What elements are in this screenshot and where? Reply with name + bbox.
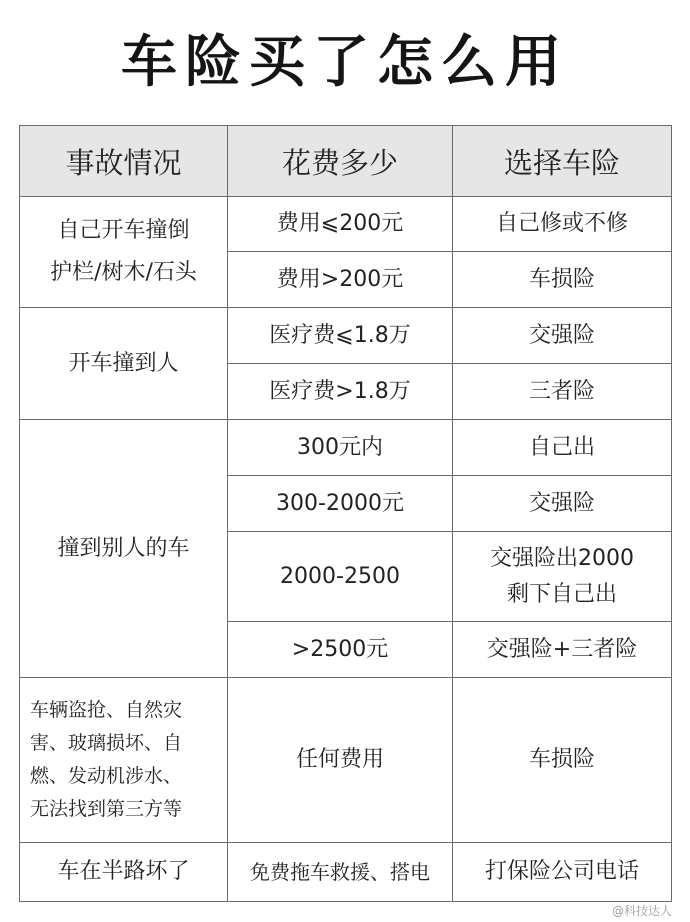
situation-cell: 撞到别人的车 <box>20 420 228 678</box>
cost-cell: 2000-2500 <box>228 532 453 622</box>
cost-cell: 医疗费>1.8万 <box>228 364 453 420</box>
table-row <box>20 197 672 252</box>
table-row <box>20 308 672 364</box>
cost-cell: 医疗费⩽1.8万 <box>228 308 453 364</box>
insurance-cell: 交强险 <box>453 476 672 532</box>
cost-cell: 300元内 <box>228 420 453 476</box>
insurance-cell: 交强险 <box>453 308 672 364</box>
header-cost: 花费多少 <box>228 126 453 197</box>
header-situation: 事故情况 <box>20 126 228 197</box>
situation-cell: 自己开车撞倒 护栏/树木/石头 <box>20 197 228 308</box>
insurance-cell: 自己出 <box>453 420 672 476</box>
cost-cell: >2500元 <box>228 622 453 678</box>
cost-cell: 费用⩽200元 <box>228 197 453 252</box>
insurance-cell: 车损险 <box>453 252 672 308</box>
insurance-cell: 交强险+三者险 <box>453 622 672 678</box>
insurance-cell: 交强险出2000 剩下自己出 <box>453 532 672 622</box>
insurance-table <box>19 125 672 902</box>
table-row <box>20 420 672 476</box>
watermark: @科技达人 <box>611 904 672 918</box>
cost-cell: 费用>200元 <box>228 252 453 308</box>
page-title: 车险买了怎么用 <box>121 29 569 95</box>
situation-cell: 车辆盗抢、自然灾 害、玻璃损坏、自 燃、发动机涉水、 无法找到第三方等 <box>20 678 228 843</box>
cost-cell: 免费拖车救援、搭电 <box>228 843 453 902</box>
insurance-cell: 三者险 <box>453 364 672 420</box>
cost-cell: 300-2000元 <box>228 476 453 532</box>
situation-cell: 开车撞到人 <box>20 308 228 420</box>
table-row <box>20 678 672 843</box>
table-header-row <box>20 126 672 197</box>
insurance-cell: 自己修或不修 <box>453 197 672 252</box>
table-row <box>20 843 672 902</box>
insurance-cell: 打保险公司电话 <box>453 843 672 902</box>
situation-cell: 车在半路坏了 <box>20 843 228 902</box>
header-insurance: 选择车险 <box>453 126 672 197</box>
cost-cell: 任何费用 <box>228 678 453 843</box>
insurance-cell: 车损险 <box>453 678 672 843</box>
